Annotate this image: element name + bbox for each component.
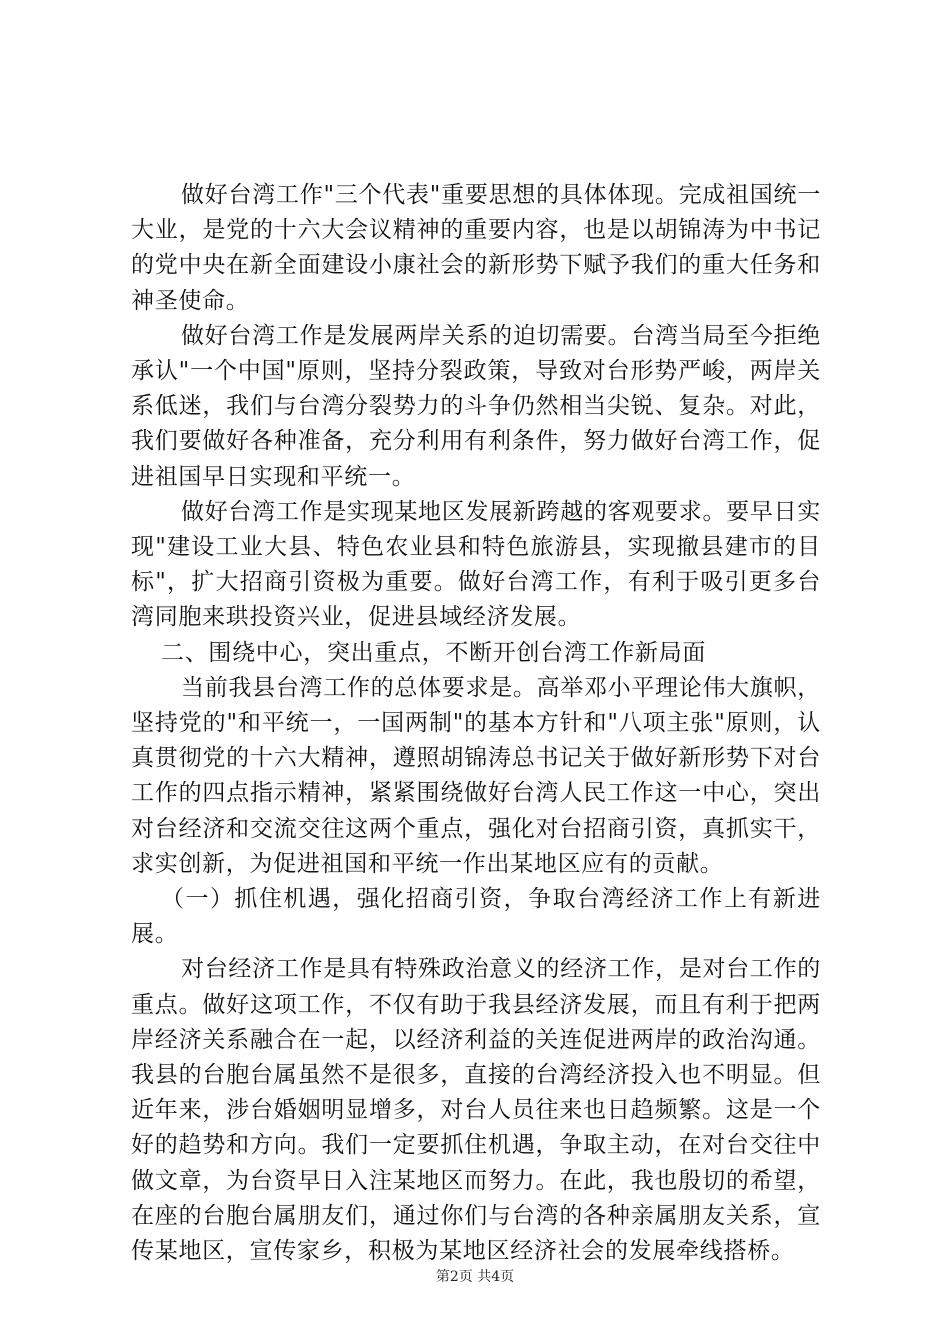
paragraph-taiwan-work-three-represents: 做好台湾工作"三个代表"重要思想的具体体现。完成祖国统一大业，是党的十六大会议精神的重要内容，也是以胡锦涛为中书记的党中央在新全面建设小康社会的新形势下赋予我们的重大任务和神圣使命。 [131,182,821,314]
paragraph-regional-development: 做好台湾工作是实现某地区发展新跨越的客观要求。要早日实现"建设工业大县、特色农业县和特色旅游县，实现撤县建市的目标"，扩大招商引资极为重要。做好台湾工作，有利于吸引更多台湾同胞来珙投资兴业，促进县域经济发展。 [131,498,821,631]
section-heading-two: 二、围绕中心，突出重点，不断开创台湾工作新局面 [161,639,707,666]
paragraph-economic-work: 对台经济工作是具有特殊政治意义的经济工作，是对台工作的重点。做好这项工作，不仅有助于我县经济发展，而且有利于把两岸经济关系融合在一起，以经济利益的关连促进两岸的政治沟通。我县的台胞台属虽然不是很多，直接的台湾经济投入也不明显。但近年来，涉台婚姻明显增多，对台人员往来也日趋频繁。这是一个好的趋势和方向。我们一定要抓住机遇，争取主动，在对台交往中做文章，为台资早日入注某地区而努力。在此，我也殷切的希望，在座的台胞台属朋友们，通过你们与台湾的各种亲属朋友关系，宣传某地区，宣传家乡，积极为某地区经济社会的发展牵线搭桥。 [131,956,821,1265]
subsection-heading-one: （一）抓住机遇，强化招商引资，争取台湾经济工作上有新进展。 [131,886,821,948]
document-body [131,178,821,1269]
page-footer: 第2页 共4页 [435,1269,515,1285]
paragraph-cross-strait-relations: 做好台湾工作是发展两岸关系的迫切需要。台湾当局至今拒绝承认"一个中国"原则，坚持分裂政策，导致对台形势严峻，两岸关系低迷，我们与台湾分裂势力的斗争仍然相当尖锐、复杂。对此，我们要做好各种准备，充分利用有利条件，努力做好台湾工作，促进祖国早日实现和平统一。 [131,322,821,490]
paragraph-overall-requirements: 当前我县台湾工作的总体要求是。高举邓小平理论伟大旗帜，坚持党的"和平统一，一国两制"的基本方针和"八项主张"原则，认真贯彻党的十六大精神，遵照胡锦涛总书记关于做好新形势下对台工作的四点指示精神，紧紧围绕做好台湾人民工作这一中心，突出对台经济和交流交往这两个重点，强化对台招商引资，真抓实干，求实创新，为促进祖国和平统一作出某地区应有的贡献。 [131,674,821,877]
